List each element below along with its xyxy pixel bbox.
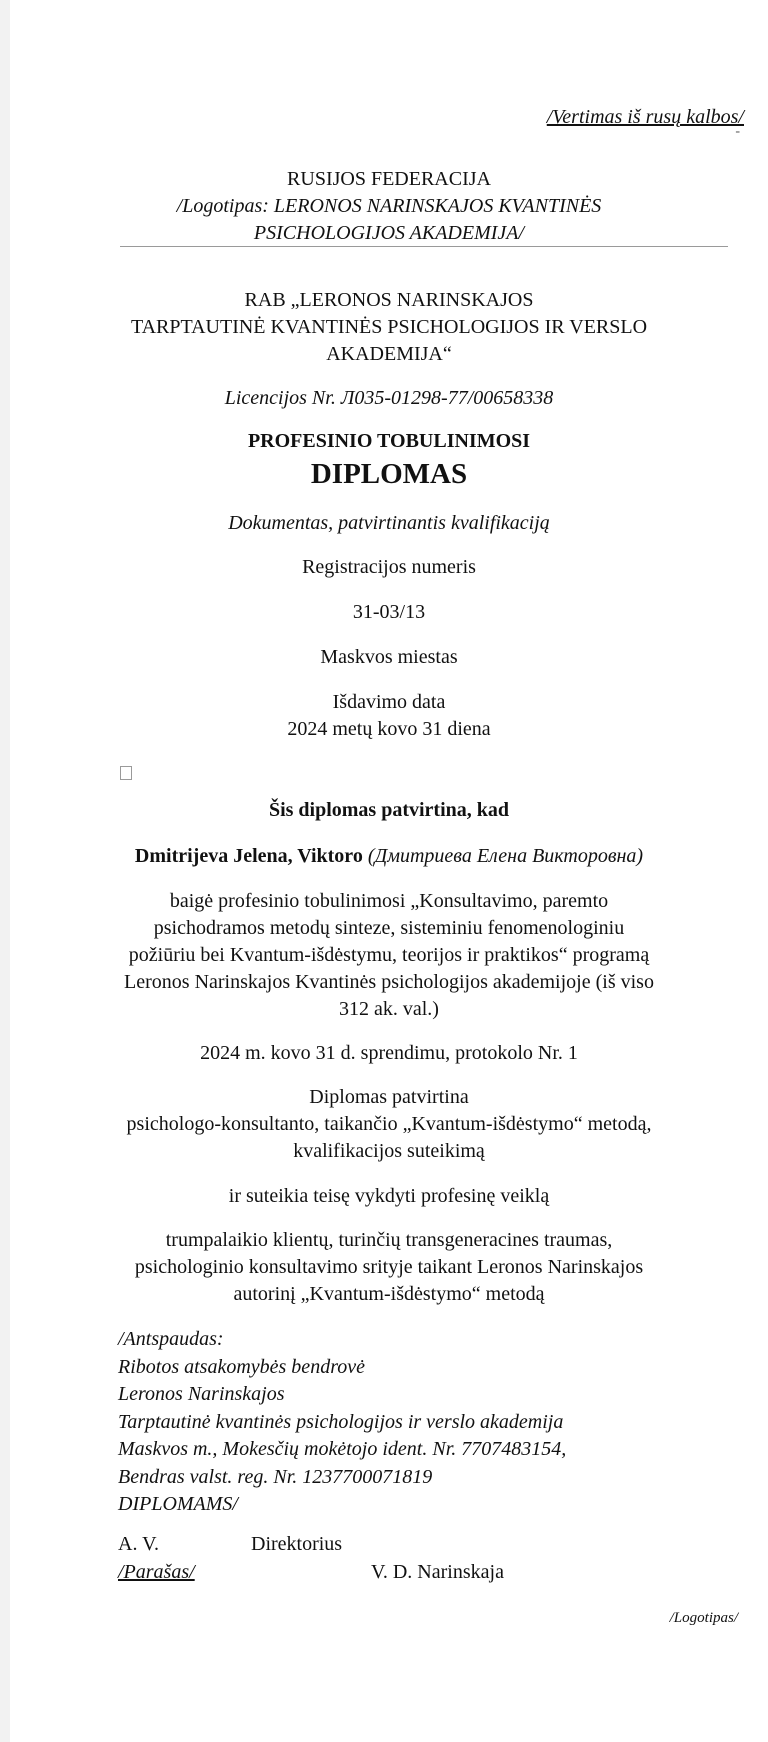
dash-mark: - xyxy=(735,124,740,139)
stamp-line: Maskvos m., Mokesčių mokėtojo ident. Nr. 7707483154, xyxy=(118,1438,567,1460)
empty-box xyxy=(120,766,132,780)
stamp-line: Tarptautinė kvantinės psichologijos ir verslo akademija xyxy=(118,1410,564,1433)
diploma-type: PROFESINIO TOBULINIMOSI xyxy=(247,430,531,452)
stamp-block xyxy=(118,1326,566,1519)
program-line: baigė profesinio tobulinimosi „Konsultavimo, paremto xyxy=(169,890,609,912)
license-number: Licencijos Nr. Л035-01298-77/00658338 xyxy=(224,387,554,409)
certifies-heading xyxy=(10,797,768,824)
holder-name: Dmitrijeva Jelena, Viktoro xyxy=(134,845,363,867)
issue-city: Maskvos miestas xyxy=(320,646,458,668)
program-line: psichodramos metodų sinteze, sisteminiu fenomenologiniu xyxy=(153,917,625,939)
program-line: požiūriu bei Kvantum-išdėstymu, teorijos ir praktikos“ programą xyxy=(128,944,650,966)
logo-note-line2: PSICHOLOGIJOS AKADEMIJA/ xyxy=(253,222,525,244)
stamp-line: DIPLOMAMS/ xyxy=(118,1493,238,1515)
signer-name: V. D. Narinskaja xyxy=(371,1561,504,1583)
qualification-line: psichologo-konsultanto, taikančio „Kvantum-išdėstymo“ metodą, xyxy=(126,1113,652,1135)
stamp-line: /Antspaudas: xyxy=(118,1328,224,1350)
country-name: RUSIJOS FEDERACIJA xyxy=(287,168,491,190)
document-subtitle: Dokumentas, patvirtinantis kvalifikaciją xyxy=(228,512,550,534)
translation-note: /Vertimas iš rusų kalbos/ xyxy=(546,106,744,128)
footer-logo-note: /Logotipas/ xyxy=(669,1610,738,1626)
holder-name-original: (Дмитриева Елена Викторовна) xyxy=(367,845,644,867)
program-line: 312 ak. val.) xyxy=(339,998,439,1020)
registration-label: Registracijos numeris xyxy=(302,556,476,578)
document-page xyxy=(10,0,768,1742)
institution-line3: AKADEMIJA“ xyxy=(326,343,452,365)
header-divider xyxy=(120,246,728,247)
issue-date: 2024 metų kovo 31 diena xyxy=(287,718,491,740)
field-line: psichologinio konsultavimo srityje taikant Leronos Narinskajos xyxy=(134,1256,644,1278)
registration-number: 31-03/13 xyxy=(352,601,426,623)
logo-note-line1: /Logotipas: LERONOS NARINSKAJOS KVANTINĖS xyxy=(176,195,602,217)
issue-date-label: Išdavimo data xyxy=(332,691,446,713)
rights-line: ir suteikia teisę vykdyti profesinę veiklą xyxy=(228,1185,550,1207)
holder-line xyxy=(10,843,768,870)
institution-line1: RAB „LERONOS NARINSKAJOS xyxy=(244,289,534,311)
institution-line2: TARPTAUTINĖ KVANTINĖS PSICHOLOGIJOS IR VERSLO xyxy=(130,316,648,338)
decision-line: 2024 m. kovo 31 d. sprendimu, protokolo Nr. 1 xyxy=(200,1042,578,1064)
field-line: autorinį „Kvantum-išdėstymo“ metodą xyxy=(233,1283,545,1305)
left-margin-strip xyxy=(0,0,10,1742)
qualification-line: kvalifikacijos suteikimą xyxy=(293,1140,485,1162)
diploma-title: DIPLOMAS xyxy=(310,458,468,490)
stamp-line: Leronos Narinskajos xyxy=(118,1383,285,1405)
signer-position: Direktorius xyxy=(251,1533,343,1555)
program-line: Leronos Narinskajos Kvantinės psichologijos akademijoje (iš viso xyxy=(124,971,654,993)
certifies-text: Šis diplomas patvirtina, kad xyxy=(268,799,510,821)
av-mark: A. V. xyxy=(118,1533,159,1555)
stamp-line: Ribotos atsakomybės bendrovė xyxy=(118,1355,365,1378)
field-line: trumpalaikio klientų, turinčių transgeneracines traumas, xyxy=(165,1229,613,1251)
qualification-line: Diplomas patvirtina xyxy=(309,1086,469,1108)
signature-note: /Parašas/ xyxy=(118,1561,195,1583)
stamp-line: Bendras valst. reg. Nr. 1237700071819 xyxy=(118,1465,433,1488)
